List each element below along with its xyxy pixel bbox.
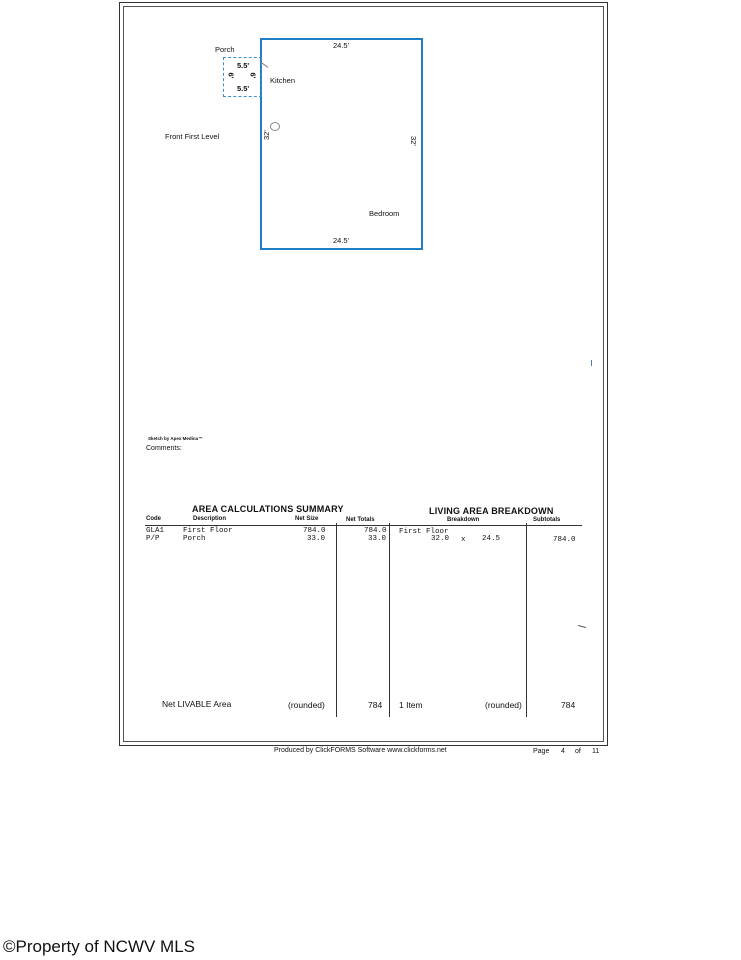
front-first-level-label: Front First Level	[165, 132, 220, 141]
porch-right-dimension: 6'	[248, 72, 258, 79]
area-summary-title: AREA CALCULATIONS SUMMARY	[192, 504, 344, 514]
floor-plan-outline	[260, 38, 423, 250]
top-width-dimension: 24.5'	[333, 41, 350, 50]
page-label: Page	[533, 748, 550, 755]
col-net-size: Net Size	[295, 516, 319, 522]
row2-net-totals: 33.0	[368, 535, 387, 543]
col-code: Code	[146, 516, 161, 522]
scan-speck	[591, 360, 592, 366]
net-livable-rounded: (rounded)	[288, 700, 325, 710]
row1-description: First Floor	[183, 527, 233, 535]
fixture-symbol-icon	[270, 122, 280, 131]
breakdown-total: 784	[561, 700, 576, 710]
porch-top-dimension: 5.5'	[237, 61, 250, 70]
porch-left-dimension: 6'	[226, 72, 236, 79]
watermark: ©Property of NCWV MLS	[3, 937, 196, 956]
breakdown-dim-a: 32.0	[431, 535, 450, 543]
row1-net-size: 784.0	[303, 527, 326, 535]
row2-code: P/P	[146, 535, 160, 543]
col-breakdown: Breakdown	[447, 517, 480, 523]
column-divider-1	[336, 523, 337, 717]
living-breakdown-title: LIVING AREA BREAKDOWN	[429, 506, 554, 516]
of-label: of	[575, 748, 581, 755]
column-divider-3	[526, 523, 527, 717]
porch-label: Porch	[215, 45, 235, 54]
row2-description: Porch	[183, 535, 206, 543]
col-net-totals: Net Totals	[346, 517, 375, 523]
row1-code: GLA1	[146, 527, 165, 535]
column-divider-2	[389, 523, 390, 717]
breakdown-dim-b: 24.5	[482, 535, 501, 543]
comments-label: Comments:	[146, 445, 182, 452]
breakdown-rounded: (rounded)	[485, 700, 522, 710]
sketch-credit: Sketch by Apex Medina™	[148, 436, 203, 441]
kitchen-label: Kitchen	[270, 76, 296, 85]
items-label: 1 Item	[399, 700, 423, 710]
produced-by: Produced by ClickFORMS Software www.clickforms.net	[274, 747, 447, 754]
breakdown-subtotal: 784.0	[553, 536, 576, 544]
breakdown-floor: First Floor	[399, 528, 449, 536]
breakdown-times: x	[461, 536, 466, 544]
net-livable-value: 784	[368, 700, 383, 710]
col-subtotals: Subtotals	[533, 517, 561, 523]
page-number: 4	[561, 748, 565, 755]
header-rule	[145, 525, 582, 526]
row2-net-size: 33.0	[307, 535, 326, 543]
page-total: 11	[592, 748, 600, 755]
bottom-width-dimension: 24.5'	[333, 236, 350, 245]
right-height-dimension: 32'	[409, 136, 418, 146]
porch-bottom-dimension: 5.5'	[237, 84, 250, 93]
bedroom-label: Bedroom	[369, 209, 400, 218]
net-livable-label: Net LIVABLE Area	[162, 699, 232, 709]
col-description: Description	[193, 516, 227, 522]
left-height-dimension: 32'	[262, 130, 271, 140]
row1-net-totals: 784.0	[364, 527, 387, 535]
